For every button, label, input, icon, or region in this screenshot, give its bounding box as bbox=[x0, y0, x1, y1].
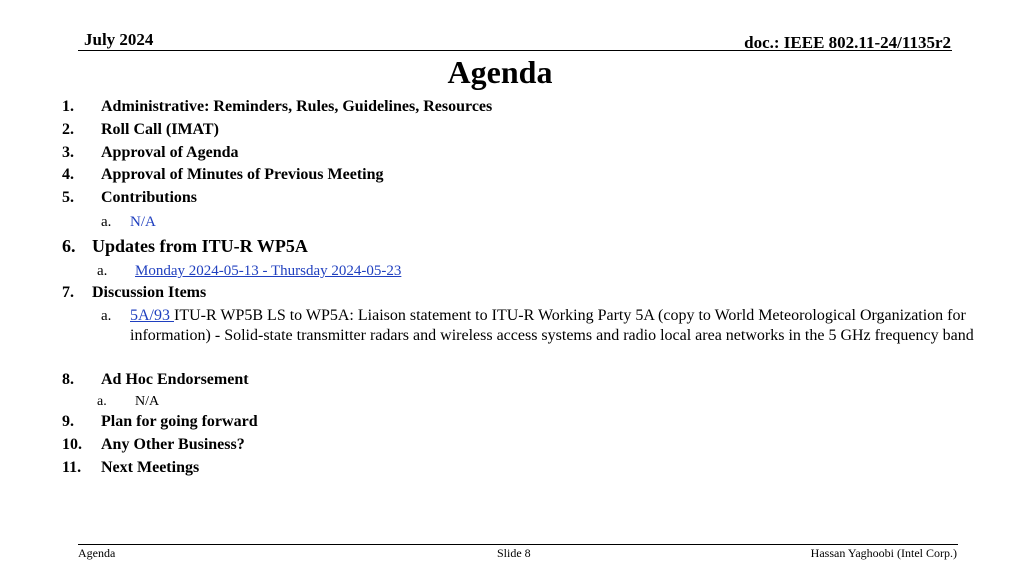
item-text bbox=[130, 306, 975, 346]
item-text: Administrative: Reminders, Rules, Guidelines, Resources bbox=[101, 98, 493, 115]
item-description: ITU-R WP5B LS to WP5A: Liaison statement to ITU-R Working Party 5A (copy to World Meteorological Organization for information) - Solid-state transmitter radars and wireless access systems and radio local area networks in the 5 GHz frequency band bbox=[130, 307, 974, 344]
item-text: Contributions bbox=[101, 189, 198, 206]
header-date: July 2024 bbox=[84, 30, 154, 49]
item-text: Approval of Minutes of Previous Meeting bbox=[101, 166, 384, 183]
item-text: Next Meetings bbox=[101, 459, 200, 476]
page-title: Agenda bbox=[447, 54, 553, 90]
item-text: Roll Call (IMAT) bbox=[101, 121, 219, 138]
item-text: Any Other Business? bbox=[101, 436, 245, 453]
item-number: 1. bbox=[62, 98, 74, 115]
document-5a-93-link[interactable]: 5A/93 bbox=[130, 307, 174, 324]
item-number: 11. bbox=[62, 459, 82, 476]
item-number: a. bbox=[101, 308, 112, 324]
footer-left: Agenda bbox=[78, 546, 116, 560]
item-number: 6. bbox=[62, 236, 76, 256]
slide-number: Slide 8 bbox=[497, 546, 531, 560]
item-text: Discussion Items bbox=[92, 284, 207, 301]
footer-author: Hassan Yaghoobi (Intel Corp.) bbox=[810, 546, 957, 560]
footer-divider bbox=[78, 544, 958, 545]
item-text: N/A bbox=[130, 214, 156, 230]
item-number: a. bbox=[101, 214, 112, 230]
item-number: 4. bbox=[62, 166, 74, 183]
item-number: a. bbox=[97, 263, 108, 279]
item-text: Ad Hoc Endorsement bbox=[101, 371, 249, 388]
header-doc-id: doc.: IEEE 802.11-24/1135r2 bbox=[744, 33, 951, 52]
header-divider bbox=[78, 50, 952, 51]
item-number: 2. bbox=[62, 121, 74, 138]
item-text: Approval of Agenda bbox=[101, 144, 239, 161]
item-number: 7. bbox=[62, 284, 74, 301]
item-number: 9. bbox=[62, 413, 74, 430]
item-number: 3. bbox=[62, 144, 74, 161]
item-number: 10. bbox=[62, 436, 82, 453]
item-text: Updates from ITU-R WP5A bbox=[92, 236, 308, 256]
meeting-dates-link[interactable]: Monday 2024-05-13 - Thursday 2024-05-23 bbox=[135, 263, 402, 279]
item-text: Plan for going forward bbox=[101, 413, 258, 430]
item-text: N/A bbox=[135, 394, 160, 409]
item-number: 5. bbox=[62, 189, 74, 206]
item-number: a. bbox=[97, 394, 107, 409]
item-number: 8. bbox=[62, 371, 74, 388]
